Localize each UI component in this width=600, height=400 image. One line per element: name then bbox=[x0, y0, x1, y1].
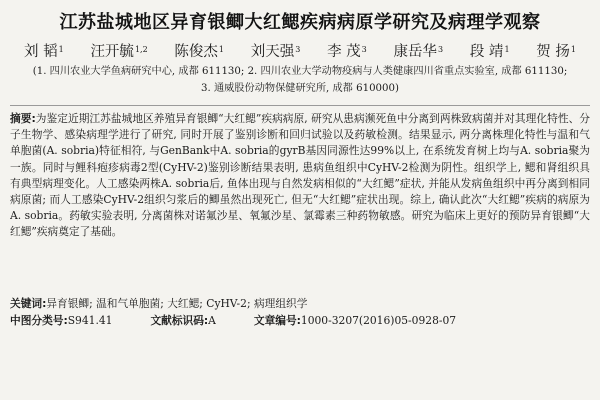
affiliation-line: (1. 四川农业大学鱼病研究中心, 成都 611130; 2. 四川农业大学动物疫病与人类健康四川省重点实验室, 成都 611130; bbox=[32, 66, 568, 77]
classification-value: S941.41 bbox=[67, 314, 113, 327]
doc-code-cell bbox=[150, 312, 215, 329]
abstract bbox=[10, 111, 590, 293]
author: 刘 韬$^1$ bbox=[24, 44, 64, 60]
classification-label: 中图分类号: bbox=[10, 314, 68, 327]
author: 陈俊杰$^1$ bbox=[174, 44, 224, 60]
author: 刘天强$^3$ bbox=[250, 44, 301, 60]
author: 段 靖$^1$ bbox=[469, 44, 510, 60]
keywords-row bbox=[10, 295, 590, 312]
affiliation-line: 3. 通威股份动物保健研究所, 成都 610000) bbox=[201, 83, 399, 94]
author: 汪开毓$^{1,2}$ bbox=[90, 44, 148, 60]
article-no-label: 文章编号: bbox=[253, 314, 301, 327]
keywords-text: 异育银鲫; 温和气单胞菌; 大红鳃; CyHV-2; 病理组织学 bbox=[46, 297, 308, 310]
doc-code-value: A bbox=[208, 314, 216, 327]
article-meta bbox=[10, 295, 590, 329]
classification-cell bbox=[10, 312, 112, 329]
paper-title: 江苏盐城地区异育银鲫大红鳃疾病病原学研究及病理学观察 bbox=[59, 12, 541, 33]
article-no-value: 1000-3207(2016)05-0928-07 bbox=[300, 314, 457, 327]
divider bbox=[10, 105, 590, 106]
classification-row bbox=[10, 312, 590, 329]
abstract-label: 摘要: bbox=[10, 112, 36, 125]
abstract-text: 为鉴定近期江苏盐城地区养殖异育银鲫“大红鳃”疾病病原, 研究从患病濒死鱼中分离到两株致病菌并对其理化特性、分子生物学、感染病理学进行了研究, 同时开展了鉴别诊断和回归试验以及药敏检测。结果显示, 两分离株理化特性与温和气单胞菌(A. sobria)特征相符, 与GenBank中A. sobria的gyrB基因同源性达99%以上, 在系统发育树上均与A. sobria聚为一族。同时与鲤科疱疹病毒2型(CyHV-2)鉴别诊断结果表明, 患病鱼组织中CyHV-2检测为阴性。组织学上, 鳃和肾组织具有典型病理变化。人工感染两株A. sobria后, 鱼体出现与自然发病相似的“大红鳃”症状, 并能从发病鱼组织中再分离到相同病原菌; 而人工感染CyHV-2组织匀浆后的鲫虽然出现死亡, 但无“大红鳃”症状出现。综上, 确认此次“大红鳃”疾病的病原为A. sobria。药敏实验表明, 分离菌株对诺氟沙星、氧氟沙星、氯霉素三种药物敏感。研究为临床上更好的预防异育银鲫“大红鳃”疾病奠定了基础。 bbox=[10, 112, 590, 239]
author: 李 茂$^3$ bbox=[327, 44, 367, 60]
author: 贺 扬$^1$ bbox=[536, 44, 576, 60]
article-no-cell bbox=[254, 312, 456, 329]
author-list bbox=[10, 42, 590, 62]
keywords-label: 关键词: bbox=[10, 297, 47, 310]
author: 康岳华$^3$ bbox=[393, 44, 444, 60]
doc-code-label: 文献标识码: bbox=[150, 314, 209, 327]
